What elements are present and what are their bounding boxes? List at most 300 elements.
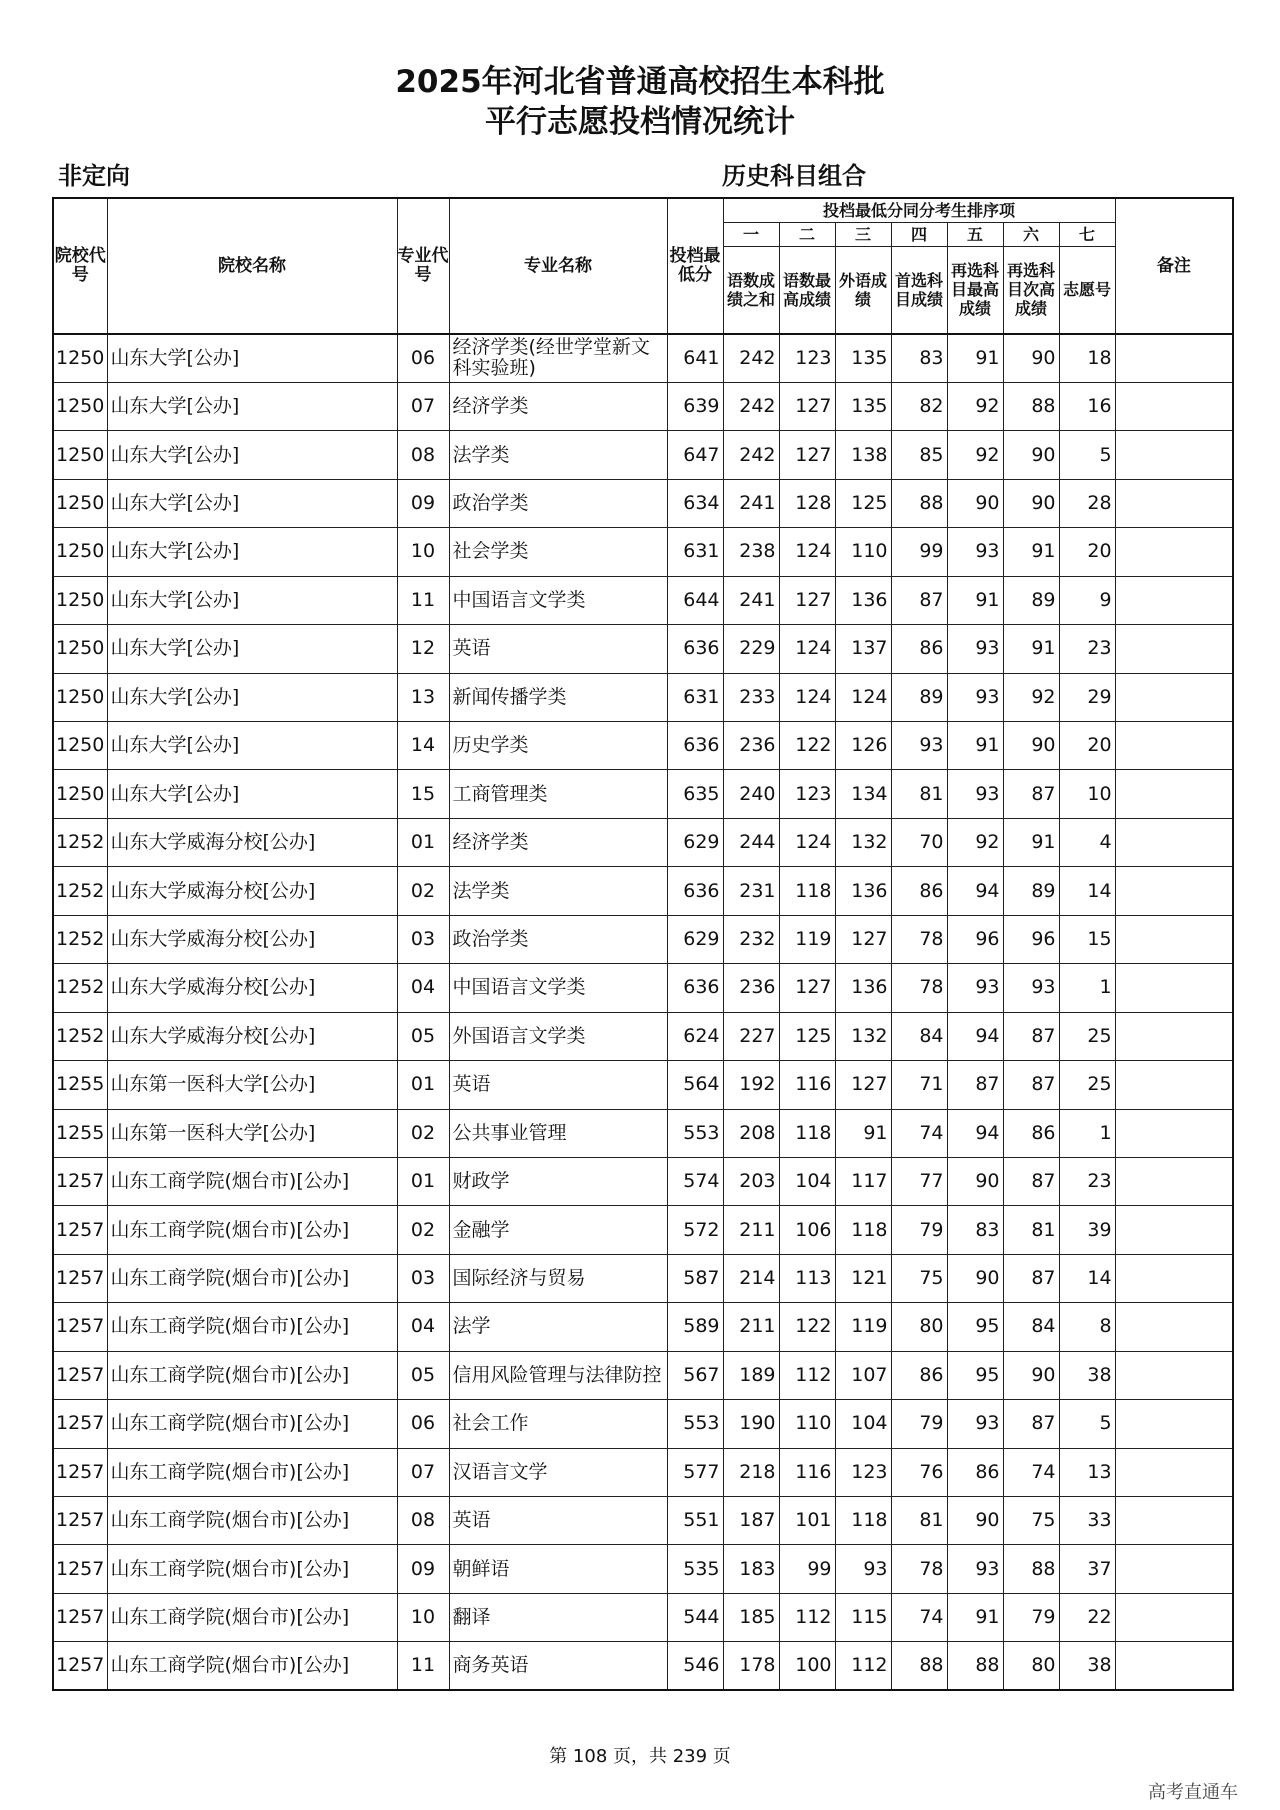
header-rank-5: 五 xyxy=(947,222,1003,246)
remark-cell xyxy=(1115,1157,1233,1205)
foreign-language-cell: 134 xyxy=(835,770,891,818)
header-field-elective-max: 再选科目最高成绩 xyxy=(947,246,1003,334)
school-name-cell: 山东大学[公办] xyxy=(107,479,397,527)
elective-max-cell: 94 xyxy=(947,1109,1003,1157)
min-score-cell: 636 xyxy=(667,722,723,770)
preference-no-cell: 5 xyxy=(1059,431,1115,479)
preference-no-cell: 13 xyxy=(1059,1448,1115,1496)
school-name-cell: 山东大学[公办] xyxy=(107,528,397,576)
elective-second-cell: 88 xyxy=(1003,1545,1059,1593)
school-code-cell: 1250 xyxy=(53,625,107,673)
chinese-math-max-cell: 127 xyxy=(779,576,835,624)
remark-cell xyxy=(1115,431,1233,479)
foreign-language-cell: 135 xyxy=(835,334,891,382)
school-code-cell: 1250 xyxy=(53,770,107,818)
elective-max-cell: 90 xyxy=(947,1497,1003,1545)
remark-cell xyxy=(1115,770,1233,818)
header-major-name: 专业名称 xyxy=(449,198,667,334)
remark-cell xyxy=(1115,1061,1233,1109)
preference-no-cell: 28 xyxy=(1059,479,1115,527)
school-code-cell: 1257 xyxy=(53,1642,107,1690)
elective-max-cell: 87 xyxy=(947,1061,1003,1109)
preference-no-cell: 38 xyxy=(1059,1642,1115,1690)
major-code-cell: 03 xyxy=(397,915,449,963)
major-code-cell: 04 xyxy=(397,964,449,1012)
table-row xyxy=(53,1012,1233,1060)
elective-max-cell: 95 xyxy=(947,1351,1003,1399)
foreign-language-cell: 137 xyxy=(835,625,891,673)
elective-second-cell: 90 xyxy=(1003,722,1059,770)
elective-second-cell: 74 xyxy=(1003,1448,1059,1496)
table-row xyxy=(53,1061,1233,1109)
school-name-cell: 山东工商学院(烟台市)[公办] xyxy=(107,1400,397,1448)
elective-second-cell: 87 xyxy=(1003,770,1059,818)
school-code-cell: 1257 xyxy=(53,1497,107,1545)
primary-subject-cell: 84 xyxy=(891,1012,947,1060)
table-row xyxy=(53,818,1233,866)
major-name-cell: 英语 xyxy=(449,1061,667,1109)
preference-no-cell: 33 xyxy=(1059,1497,1115,1545)
school-code-cell: 1250 xyxy=(53,722,107,770)
school-name-cell: 山东工商学院(烟台市)[公办] xyxy=(107,1303,397,1351)
foreign-language-cell: 93 xyxy=(835,1545,891,1593)
elective-max-cell: 96 xyxy=(947,915,1003,963)
school-code-cell: 1257 xyxy=(53,1206,107,1254)
min-score-cell: 553 xyxy=(667,1400,723,1448)
min-score-cell: 629 xyxy=(667,915,723,963)
school-code-cell: 1252 xyxy=(53,915,107,963)
elective-second-cell: 92 xyxy=(1003,673,1059,721)
foreign-language-cell: 119 xyxy=(835,1303,891,1351)
primary-subject-cell: 86 xyxy=(891,867,947,915)
header-school-code: 院校代号 xyxy=(53,198,107,334)
primary-subject-cell: 74 xyxy=(891,1593,947,1641)
major-name-cell: 历史学类 xyxy=(449,722,667,770)
major-name-cell: 法学类 xyxy=(449,431,667,479)
major-code-cell: 09 xyxy=(397,479,449,527)
school-name-cell: 山东第一医科大学[公办] xyxy=(107,1109,397,1157)
table-body xyxy=(53,334,1233,1690)
major-name-cell: 法学 xyxy=(449,1303,667,1351)
school-code-cell: 1257 xyxy=(53,1400,107,1448)
min-score-cell: 635 xyxy=(667,770,723,818)
min-score-cell: 589 xyxy=(667,1303,723,1351)
foreign-language-cell: 112 xyxy=(835,1642,891,1690)
school-name-cell: 山东工商学院(烟台市)[公办] xyxy=(107,1545,397,1593)
remark-cell xyxy=(1115,1303,1233,1351)
preference-no-cell: 29 xyxy=(1059,673,1115,721)
preference-no-cell: 37 xyxy=(1059,1545,1115,1593)
header-rank-3: 三 xyxy=(835,222,891,246)
remark-cell xyxy=(1115,528,1233,576)
primary-subject-cell: 82 xyxy=(891,382,947,430)
primary-subject-cell: 81 xyxy=(891,1497,947,1545)
header-rank-6: 六 xyxy=(1003,222,1059,246)
chinese-math-sum-cell: 183 xyxy=(723,1545,779,1593)
preference-no-cell: 20 xyxy=(1059,528,1115,576)
min-score-cell: 564 xyxy=(667,1061,723,1109)
preference-no-cell: 4 xyxy=(1059,818,1115,866)
min-score-cell: 641 xyxy=(667,334,723,382)
major-code-cell: 05 xyxy=(397,1351,449,1399)
remark-cell xyxy=(1115,334,1233,382)
chinese-math-sum-cell: 189 xyxy=(723,1351,779,1399)
foreign-language-cell: 118 xyxy=(835,1497,891,1545)
min-score-cell: 634 xyxy=(667,479,723,527)
preference-no-cell: 15 xyxy=(1059,915,1115,963)
school-code-cell: 1257 xyxy=(53,1254,107,1302)
chinese-math-sum-cell: 208 xyxy=(723,1109,779,1157)
chinese-math-max-cell: 112 xyxy=(779,1351,835,1399)
major-code-cell: 11 xyxy=(397,576,449,624)
table-row xyxy=(53,1157,1233,1205)
remark-cell xyxy=(1115,382,1233,430)
chinese-math-sum-cell: 190 xyxy=(723,1400,779,1448)
major-code-cell: 02 xyxy=(397,1206,449,1254)
school-name-cell: 山东大学威海分校[公办] xyxy=(107,1012,397,1060)
school-code-cell: 1250 xyxy=(53,334,107,382)
foreign-language-cell: 104 xyxy=(835,1400,891,1448)
primary-subject-cell: 93 xyxy=(891,722,947,770)
foreign-language-cell: 118 xyxy=(835,1206,891,1254)
elective-max-cell: 83 xyxy=(947,1206,1003,1254)
min-score-cell: 639 xyxy=(667,382,723,430)
min-score-cell: 574 xyxy=(667,1157,723,1205)
elective-second-cell: 87 xyxy=(1003,1254,1059,1302)
preference-no-cell: 1 xyxy=(1059,1109,1115,1157)
min-score-cell: 535 xyxy=(667,1545,723,1593)
elective-second-cell: 90 xyxy=(1003,1351,1059,1399)
table-row xyxy=(53,722,1233,770)
elective-max-cell: 90 xyxy=(947,1254,1003,1302)
elective-max-cell: 93 xyxy=(947,625,1003,673)
table-row xyxy=(53,964,1233,1012)
chinese-math-max-cell: 122 xyxy=(779,1303,835,1351)
major-name-cell: 朝鲜语 xyxy=(449,1545,667,1593)
table-row xyxy=(53,1303,1233,1351)
header-school-name: 院校名称 xyxy=(107,198,397,334)
table-row xyxy=(53,479,1233,527)
remark-cell xyxy=(1115,1593,1233,1641)
major-code-cell: 01 xyxy=(397,1157,449,1205)
chinese-math-max-cell: 106 xyxy=(779,1206,835,1254)
school-name-cell: 山东第一医科大学[公办] xyxy=(107,1061,397,1109)
plan-type-label: 非定向 xyxy=(58,162,130,190)
major-name-cell: 外国语言文学类 xyxy=(449,1012,667,1060)
header-field-primary-subject: 首选科目成绩 xyxy=(891,246,947,334)
primary-subject-cell: 89 xyxy=(891,673,947,721)
elective-max-cell: 92 xyxy=(947,818,1003,866)
primary-subject-cell: 76 xyxy=(891,1448,947,1496)
chinese-math-sum-cell: 236 xyxy=(723,722,779,770)
foreign-language-cell: 136 xyxy=(835,576,891,624)
chinese-math-max-cell: 99 xyxy=(779,1545,835,1593)
preference-no-cell: 39 xyxy=(1059,1206,1115,1254)
min-score-cell: 572 xyxy=(667,1206,723,1254)
preference-no-cell: 18 xyxy=(1059,334,1115,382)
major-name-cell: 金融学 xyxy=(449,1206,667,1254)
major-name-cell: 社会学类 xyxy=(449,528,667,576)
elective-max-cell: 92 xyxy=(947,431,1003,479)
school-name-cell: 山东大学[公办] xyxy=(107,382,397,430)
preference-no-cell: 1 xyxy=(1059,964,1115,1012)
page-title-line-1: 2025年河北省普通高校招生本科批 xyxy=(395,64,885,100)
school-name-cell: 山东工商学院(烟台市)[公办] xyxy=(107,1206,397,1254)
major-name-cell: 中国语言文学类 xyxy=(449,964,667,1012)
major-name-cell: 经济学类 xyxy=(449,818,667,866)
remark-cell xyxy=(1115,673,1233,721)
elective-max-cell: 91 xyxy=(947,576,1003,624)
school-name-cell: 山东大学威海分校[公办] xyxy=(107,818,397,866)
primary-subject-cell: 85 xyxy=(891,431,947,479)
foreign-language-cell: 132 xyxy=(835,1012,891,1060)
table-row xyxy=(53,576,1233,624)
watermark: 高考直通车 xyxy=(1148,1782,1238,1803)
major-name-cell: 经济学类(经世学堂新文科实验班) xyxy=(449,334,667,382)
elective-max-cell: 93 xyxy=(947,770,1003,818)
school-code-cell: 1250 xyxy=(53,382,107,430)
chinese-math-max-cell: 128 xyxy=(779,479,835,527)
major-code-cell: 05 xyxy=(397,1012,449,1060)
elective-max-cell: 91 xyxy=(947,334,1003,382)
elective-second-cell: 87 xyxy=(1003,1157,1059,1205)
primary-subject-cell: 80 xyxy=(891,1303,947,1351)
elective-second-cell: 90 xyxy=(1003,334,1059,382)
elective-second-cell: 89 xyxy=(1003,576,1059,624)
major-name-cell: 社会工作 xyxy=(449,1400,667,1448)
chinese-math-sum-cell: 218 xyxy=(723,1448,779,1496)
remark-cell xyxy=(1115,1206,1233,1254)
major-name-cell: 商务英语 xyxy=(449,1642,667,1690)
chinese-math-sum-cell: 187 xyxy=(723,1497,779,1545)
chinese-math-sum-cell: 211 xyxy=(723,1206,779,1254)
primary-subject-cell: 77 xyxy=(891,1157,947,1205)
foreign-language-cell: 125 xyxy=(835,479,891,527)
table-row xyxy=(53,1206,1233,1254)
major-code-cell: 07 xyxy=(397,382,449,430)
major-name-cell: 经济学类 xyxy=(449,382,667,430)
school-name-cell: 山东大学[公办] xyxy=(107,770,397,818)
primary-subject-cell: 78 xyxy=(891,1545,947,1593)
min-score-cell: 546 xyxy=(667,1642,723,1690)
min-score-cell: 636 xyxy=(667,625,723,673)
primary-subject-cell: 70 xyxy=(891,818,947,866)
min-score-cell: 631 xyxy=(667,528,723,576)
foreign-language-cell: 91 xyxy=(835,1109,891,1157)
min-score-cell: 553 xyxy=(667,1109,723,1157)
major-code-cell: 08 xyxy=(397,431,449,479)
foreign-language-cell: 136 xyxy=(835,867,891,915)
elective-second-cell: 79 xyxy=(1003,1593,1059,1641)
school-code-cell: 1257 xyxy=(53,1593,107,1641)
elective-second-cell: 90 xyxy=(1003,479,1059,527)
elective-second-cell: 90 xyxy=(1003,431,1059,479)
major-name-cell: 政治学类 xyxy=(449,915,667,963)
table-row xyxy=(53,770,1233,818)
header-field-foreign-language: 外语成绩 xyxy=(835,246,891,334)
school-code-cell: 1250 xyxy=(53,673,107,721)
elective-second-cell: 91 xyxy=(1003,528,1059,576)
chinese-math-sum-cell: 192 xyxy=(723,1061,779,1109)
elective-second-cell: 91 xyxy=(1003,818,1059,866)
major-code-cell: 02 xyxy=(397,867,449,915)
elective-second-cell: 75 xyxy=(1003,1497,1059,1545)
school-name-cell: 山东工商学院(烟台市)[公办] xyxy=(107,1593,397,1641)
header-min-score: 投档最低分 xyxy=(667,198,723,334)
major-code-cell: 06 xyxy=(397,334,449,382)
primary-subject-cell: 78 xyxy=(891,964,947,1012)
preference-no-cell: 25 xyxy=(1059,1061,1115,1109)
major-code-cell: 15 xyxy=(397,770,449,818)
header-field-preference-no: 志愿号 xyxy=(1059,246,1115,334)
min-score-cell: 544 xyxy=(667,1593,723,1641)
school-code-cell: 1252 xyxy=(53,867,107,915)
chinese-math-sum-cell: 231 xyxy=(723,867,779,915)
min-score-cell: 636 xyxy=(667,964,723,1012)
table-row xyxy=(53,1497,1233,1545)
header-field-chinese-math-sum: 语数成绩之和 xyxy=(723,246,779,334)
major-name-cell: 英语 xyxy=(449,625,667,673)
major-name-cell: 政治学类 xyxy=(449,479,667,527)
elective-second-cell: 81 xyxy=(1003,1206,1059,1254)
chinese-math-max-cell: 119 xyxy=(779,915,835,963)
min-score-cell: 551 xyxy=(667,1497,723,1545)
min-score-cell: 629 xyxy=(667,818,723,866)
remark-cell xyxy=(1115,867,1233,915)
major-code-cell: 07 xyxy=(397,1448,449,1496)
remark-cell xyxy=(1115,1400,1233,1448)
preference-no-cell: 9 xyxy=(1059,576,1115,624)
major-code-cell: 11 xyxy=(397,1642,449,1690)
min-score-cell: 631 xyxy=(667,673,723,721)
chinese-math-sum-cell: 242 xyxy=(723,334,779,382)
foreign-language-cell: 115 xyxy=(835,1593,891,1641)
major-code-cell: 09 xyxy=(397,1545,449,1593)
school-code-cell: 1252 xyxy=(53,964,107,1012)
remark-cell xyxy=(1115,915,1233,963)
elective-second-cell: 89 xyxy=(1003,867,1059,915)
remark-cell xyxy=(1115,1497,1233,1545)
primary-subject-cell: 83 xyxy=(891,334,947,382)
chinese-math-max-cell: 124 xyxy=(779,625,835,673)
preference-no-cell: 5 xyxy=(1059,1400,1115,1448)
preference-no-cell: 14 xyxy=(1059,867,1115,915)
preference-no-cell: 14 xyxy=(1059,1254,1115,1302)
school-name-cell: 山东工商学院(烟台市)[公办] xyxy=(107,1448,397,1496)
min-score-cell: 624 xyxy=(667,1012,723,1060)
remark-cell xyxy=(1115,1109,1233,1157)
school-name-cell: 山东大学[公办] xyxy=(107,334,397,382)
remark-cell xyxy=(1115,1012,1233,1060)
chinese-math-max-cell: 125 xyxy=(779,1012,835,1060)
school-name-cell: 山东工商学院(烟台市)[公办] xyxy=(107,1157,397,1205)
elective-max-cell: 90 xyxy=(947,1157,1003,1205)
chinese-math-max-cell: 124 xyxy=(779,818,835,866)
foreign-language-cell: 126 xyxy=(835,722,891,770)
foreign-language-cell: 127 xyxy=(835,1061,891,1109)
elective-max-cell: 93 xyxy=(947,528,1003,576)
major-code-cell: 01 xyxy=(397,1061,449,1109)
elective-second-cell: 96 xyxy=(1003,915,1059,963)
elective-max-cell: 94 xyxy=(947,867,1003,915)
chinese-math-max-cell: 116 xyxy=(779,1061,835,1109)
chinese-math-sum-cell: 242 xyxy=(723,382,779,430)
header-rank-2: 二 xyxy=(779,222,835,246)
preference-no-cell: 38 xyxy=(1059,1351,1115,1399)
min-score-cell: 647 xyxy=(667,431,723,479)
major-code-cell: 10 xyxy=(397,1593,449,1641)
foreign-language-cell: 135 xyxy=(835,382,891,430)
major-name-cell: 工商管理类 xyxy=(449,770,667,818)
remark-cell xyxy=(1115,1448,1233,1496)
header-major-code: 专业代号 xyxy=(397,198,449,334)
remark-cell xyxy=(1115,1254,1233,1302)
chinese-math-max-cell: 124 xyxy=(779,673,835,721)
foreign-language-cell: 127 xyxy=(835,915,891,963)
foreign-language-cell: 124 xyxy=(835,673,891,721)
chinese-math-max-cell: 104 xyxy=(779,1157,835,1205)
school-code-cell: 1252 xyxy=(53,1012,107,1060)
elective-max-cell: 93 xyxy=(947,1400,1003,1448)
preference-no-cell: 10 xyxy=(1059,770,1115,818)
elective-max-cell: 94 xyxy=(947,1012,1003,1060)
major-code-cell: 12 xyxy=(397,625,449,673)
school-name-cell: 山东大学威海分校[公办] xyxy=(107,915,397,963)
chinese-math-sum-cell: 238 xyxy=(723,528,779,576)
chinese-math-max-cell: 101 xyxy=(779,1497,835,1545)
primary-subject-cell: 81 xyxy=(891,770,947,818)
table-row xyxy=(53,625,1233,673)
remark-cell xyxy=(1115,479,1233,527)
school-name-cell: 山东大学[公办] xyxy=(107,673,397,721)
chinese-math-max-cell: 123 xyxy=(779,334,835,382)
admission-table xyxy=(52,197,1234,1691)
table-row xyxy=(53,1254,1233,1302)
major-name-cell: 英语 xyxy=(449,1497,667,1545)
table-row xyxy=(53,334,1233,382)
table-header xyxy=(53,198,1233,334)
chinese-math-max-cell: 113 xyxy=(779,1254,835,1302)
table-row xyxy=(53,528,1233,576)
chinese-math-sum-cell: 178 xyxy=(723,1642,779,1690)
header-remark: 备注 xyxy=(1115,198,1233,334)
elective-second-cell: 86 xyxy=(1003,1109,1059,1157)
primary-subject-cell: 79 xyxy=(891,1400,947,1448)
school-name-cell: 山东工商学院(烟台市)[公办] xyxy=(107,1642,397,1690)
chinese-math-max-cell: 100 xyxy=(779,1642,835,1690)
major-name-cell: 新闻传播学类 xyxy=(449,673,667,721)
major-code-cell: 06 xyxy=(397,1400,449,1448)
foreign-language-cell: 121 xyxy=(835,1254,891,1302)
primary-subject-cell: 71 xyxy=(891,1061,947,1109)
foreign-language-cell: 107 xyxy=(835,1351,891,1399)
chinese-math-max-cell: 127 xyxy=(779,964,835,1012)
major-code-cell: 02 xyxy=(397,1109,449,1157)
foreign-language-cell: 132 xyxy=(835,818,891,866)
chinese-math-sum-cell: 242 xyxy=(723,431,779,479)
table-row xyxy=(53,1642,1233,1690)
remark-cell xyxy=(1115,818,1233,866)
min-score-cell: 567 xyxy=(667,1351,723,1399)
school-code-cell: 1250 xyxy=(53,528,107,576)
table-row xyxy=(53,431,1233,479)
preference-no-cell: 8 xyxy=(1059,1303,1115,1351)
foreign-language-cell: 110 xyxy=(835,528,891,576)
chinese-math-sum-cell: 185 xyxy=(723,1593,779,1641)
school-code-cell: 1257 xyxy=(53,1157,107,1205)
school-code-cell: 1255 xyxy=(53,1109,107,1157)
major-name-cell: 国际经济与贸易 xyxy=(449,1254,667,1302)
